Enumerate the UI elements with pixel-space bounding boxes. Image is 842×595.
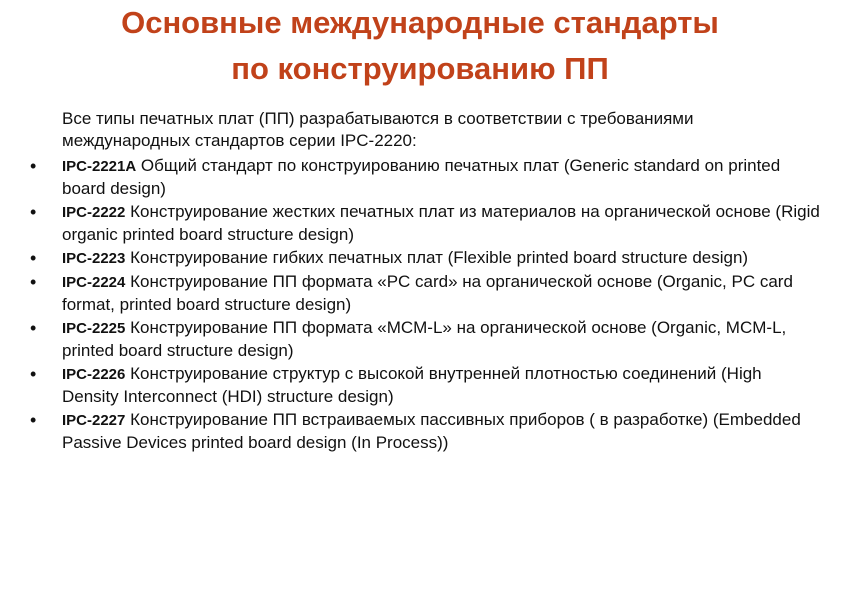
standard-code: IPC-2227 [62,412,126,429]
slide-title-line-2: по конструированию ПП [231,51,609,86]
standard-description: Конструирование структур с высокой внутренней плотностью соединений (High Density Interconnect (HDI) structure design) [62,364,762,406]
slide-body [30,108,820,455]
list-item [30,201,820,246]
standards-list [30,155,820,454]
standard-code: IPC-2221A [62,158,137,175]
bullet-icon: • [30,318,37,338]
standard-description: Конструирование жестких печатных плат из материалов на органической основе (Rigid organic printed board structure design) [62,202,820,244]
list-item [30,409,820,454]
bullet-icon: • [30,410,37,430]
bullet-icon: • [30,248,37,268]
list-item [30,155,820,200]
intro-paragraph: Все типы печатных плат (ПП) разрабатываются в соответствии с требованиями международных стандартов серии IPC-2220: [62,109,694,150]
standard-description: Общий стандарт по конструированию печатных плат (Generic standard on printed board design) [62,156,781,198]
bullet-icon: • [30,364,37,384]
standard-description: Конструирование ПП формата «MCM-L» на органической основе (Organic, MCM-L, printed board structure design) [62,318,787,360]
bullet-icon: • [30,156,37,176]
bullet-icon: • [30,202,37,222]
standard-description: Конструирование гибких печатных плат (Flexible printed board structure design) [125,248,749,267]
standard-code: IPC-2226 [62,366,126,383]
slide-title-line-1: Основные международные стандарты [121,5,719,40]
standard-code: IPC-2222 [62,204,126,221]
standard-code: IPC-2224 [62,274,126,291]
standard-description: Конструирование ПП встраиваемых пассивных приборов ( в разработке) (Embedded Passive Devices printed board design (In Process)) [62,410,801,452]
slide-title [40,0,800,92]
bullet-icon: • [30,272,37,292]
list-item [30,247,820,270]
standard-code: IPC-2223 [62,250,126,267]
list-item [30,363,820,408]
list-item [30,271,820,316]
standard-description: Конструирование ПП формата «PC card» на органической основе (Organic, PC card format, printed board structure design) [62,272,793,314]
standard-code: IPC-2225 [62,320,126,337]
list-item [30,317,820,362]
